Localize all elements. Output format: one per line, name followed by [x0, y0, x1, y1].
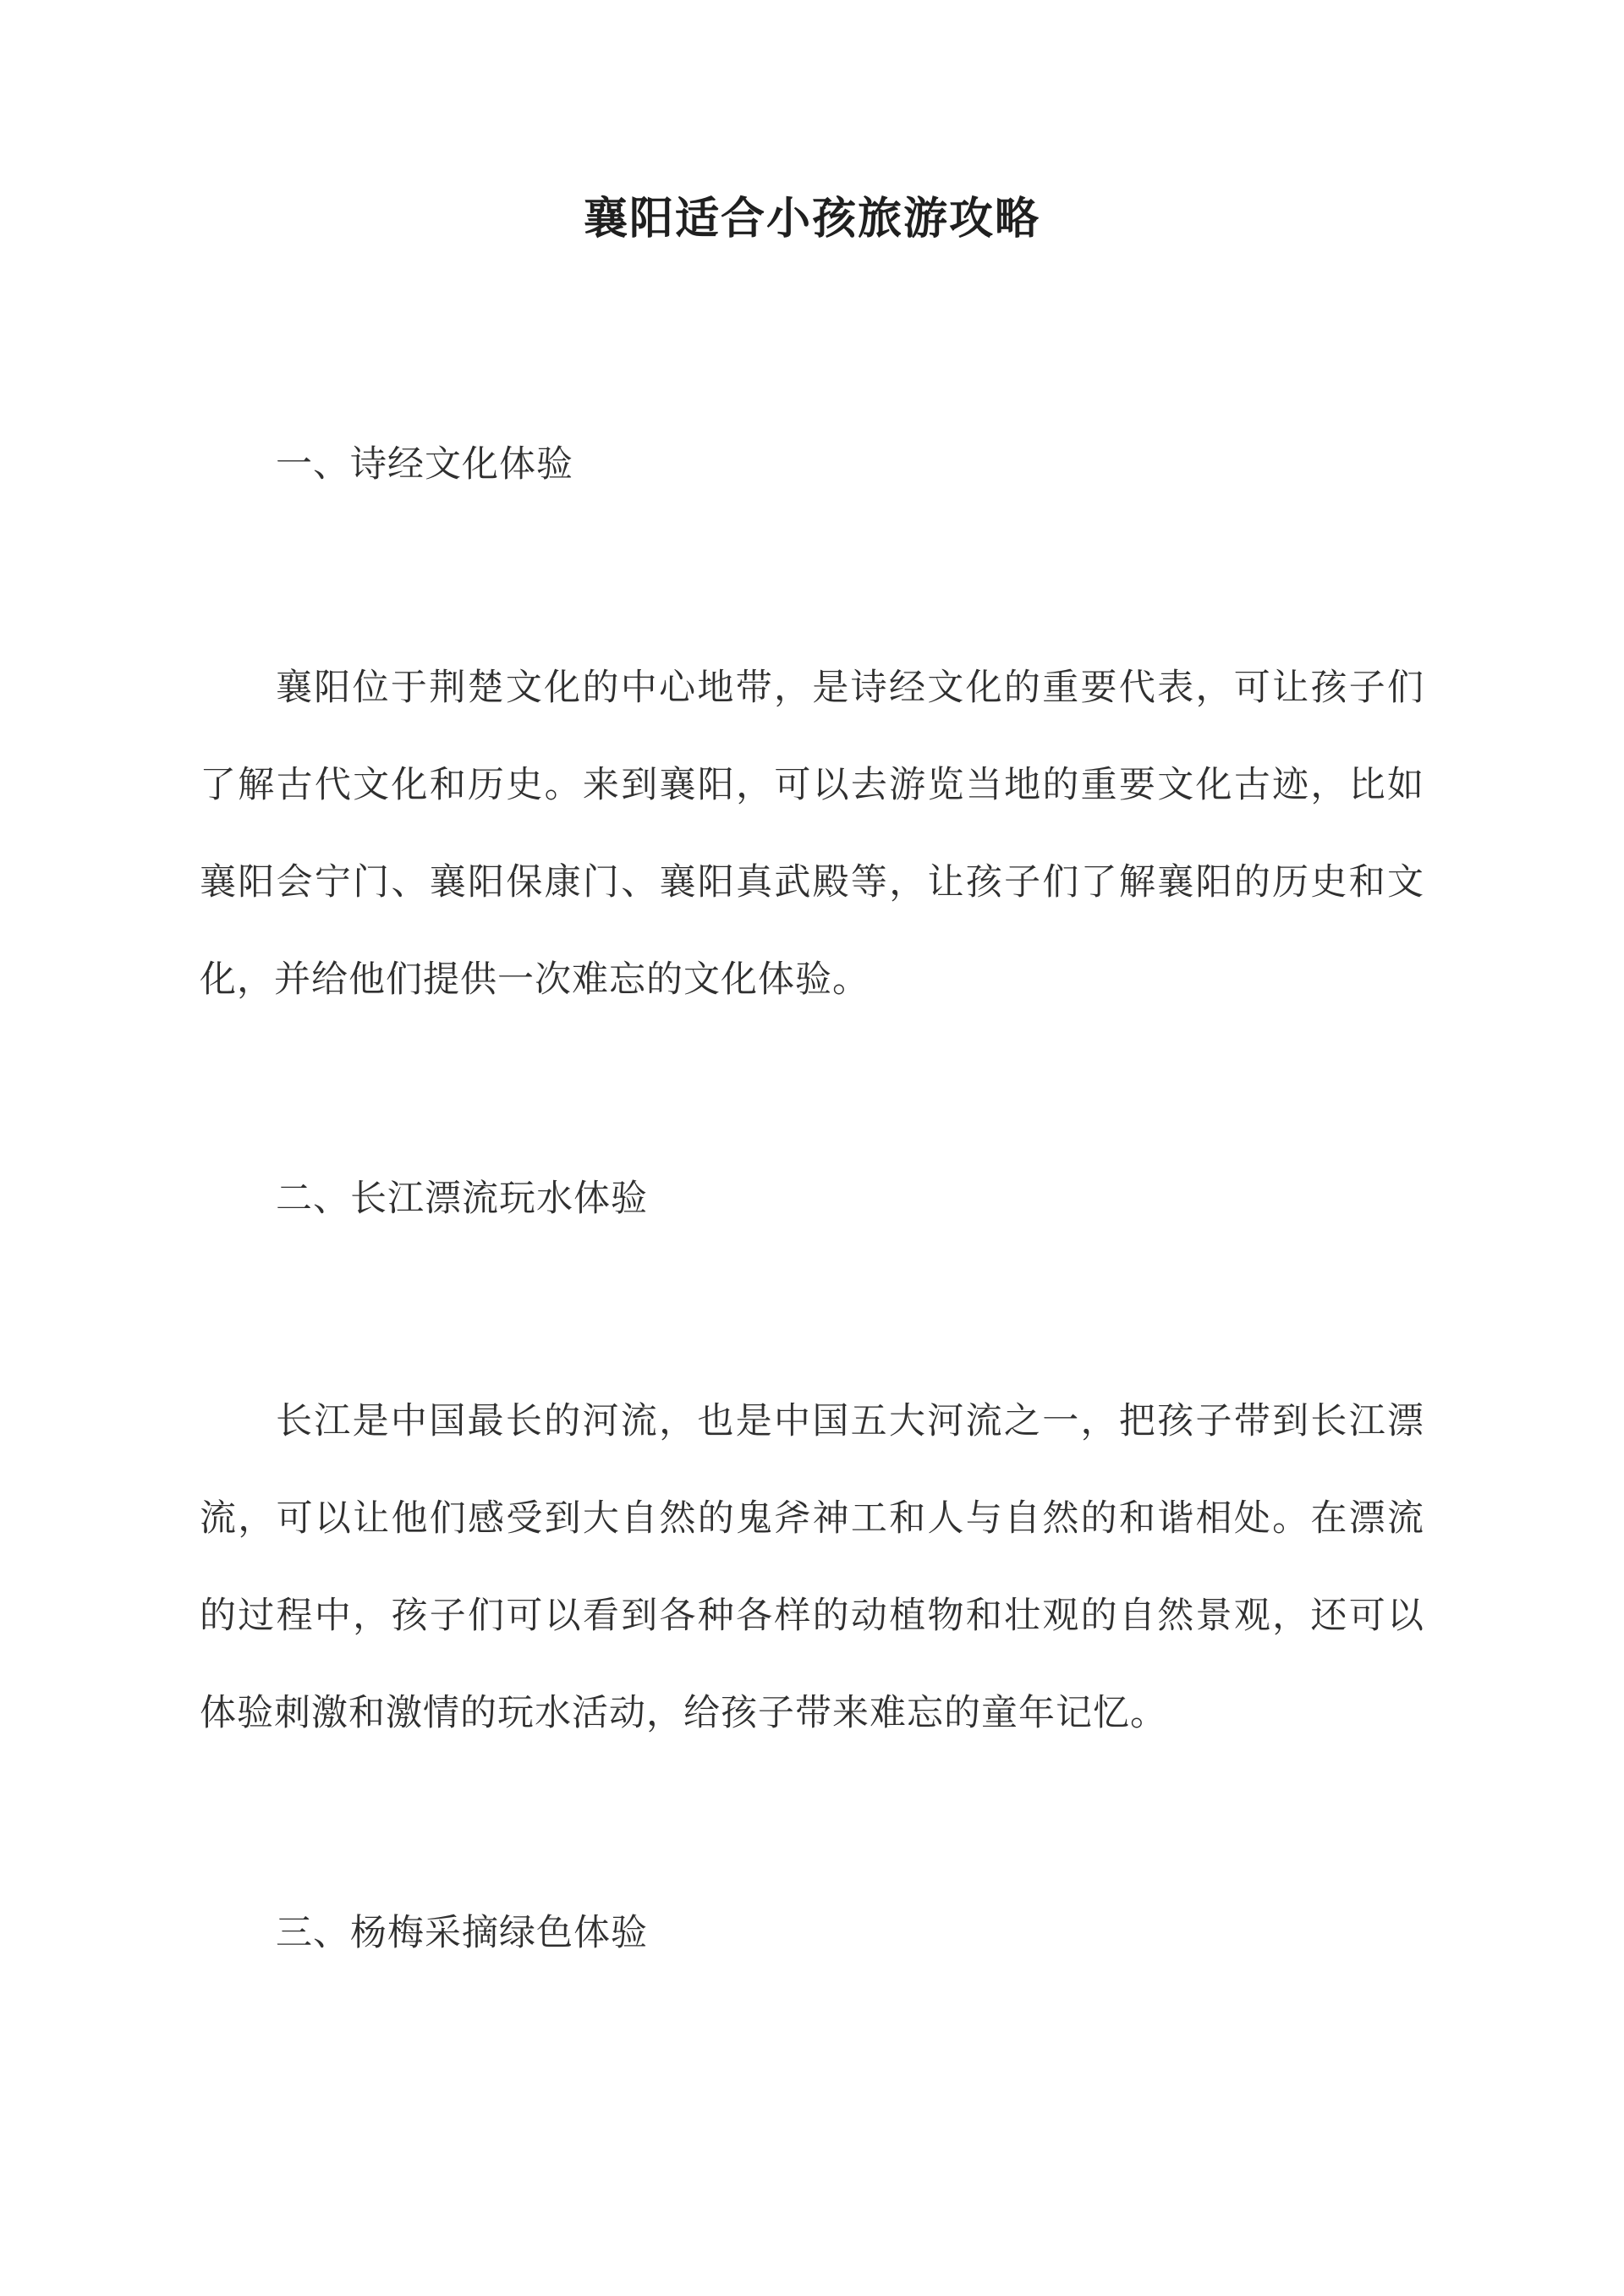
section-paragraph-poetry-culture: 襄阳位于荆楚文化的中心地带，是诗经文化的重要代表，可让孩子们了解古代文化和历史。来到襄阳，可以去游览当地的重要文化古迹，比如襄阳会宁门、襄阳保康门、襄阳真武殿等，让孩子们了解襄阳的历史和文化，并给他们提供一次难忘的文化体验。 — [200, 667, 1424, 1001]
section-heading-poetry-culture: 一、诗经文化体验 — [276, 443, 573, 486]
document-title: 襄阳适合小孩旅游攻略 — [583, 193, 1040, 244]
section-heading-bayberry-picking: 三、杨梅采摘绿色体验 — [276, 1912, 648, 1954]
section-paragraph-yangtze-rafting: 长江是中国最长的河流，也是中国五大河流之一，把孩子带到长江漂流，可以让他们感受到大自然的鬼斧神工和人与自然的和谐相处。在漂流的过程中，孩子们可以看到各种各样的动植物和壮观的自然景观，还可以体验刺激和激情的玩水活动，给孩子带来难忘的童年记忆。 — [200, 1400, 1424, 1734]
section-heading-yangtze-rafting: 二、长江漂流玩水体验 — [276, 1178, 648, 1220]
